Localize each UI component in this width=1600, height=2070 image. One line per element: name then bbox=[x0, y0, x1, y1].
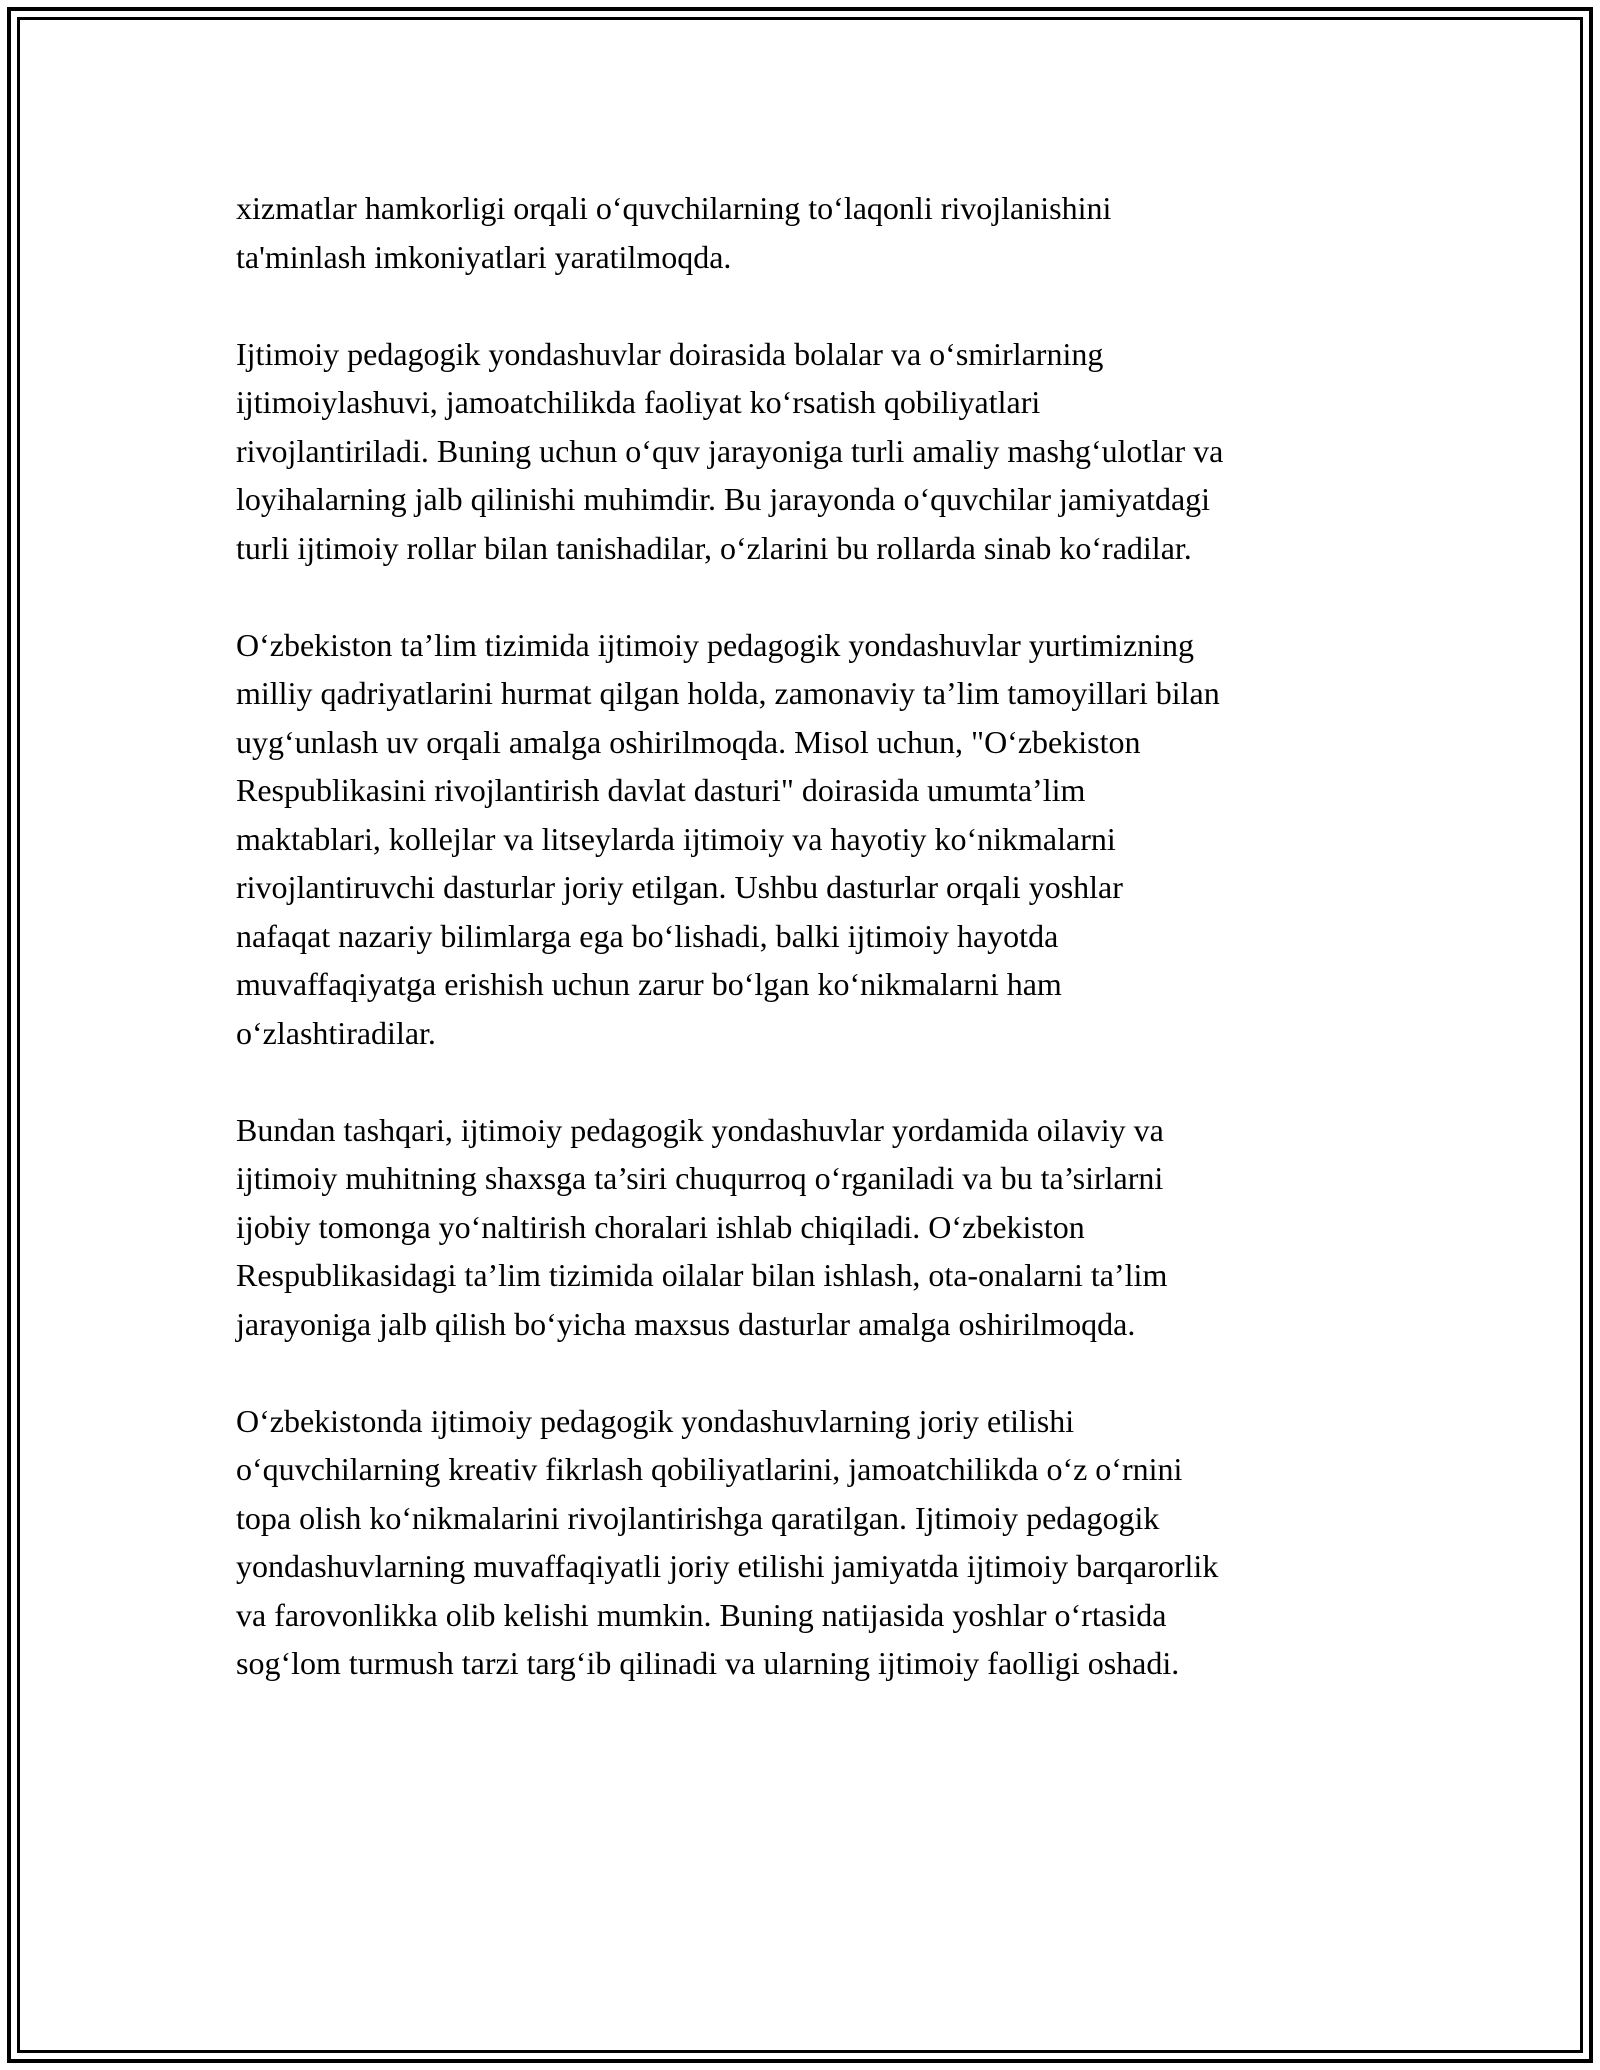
paragraph-4 bbox=[236, 1106, 1396, 1349]
text-line: Bundan tashqari, ijtimoiy pedagogik yondashuvlar yordamida oilaviy va bbox=[236, 1111, 1164, 1148]
text-line: Ijtimoiy pedagogik yondashuvlar doirasida bolalar va o‘smirlarning bbox=[236, 335, 1104, 372]
text-line: turli ijtimoiy rollar bilan tanishadilar, o‘zlarini bu rollarda sinab ko‘radilar. bbox=[236, 529, 1192, 566]
text-line: jarayoniga jalb qilish bo‘yicha maxsus dasturlar amalga oshirilmoqda. bbox=[236, 1305, 1136, 1342]
text-line: ijobiy tomonga yo‘naltirish choralari ishlab chiqiladi. O‘zbekiston bbox=[236, 1208, 1085, 1245]
text-line: ijtimoiy muhitning shaxsga ta’siri chuqurroq o‘rganiladi va bu ta’sirlarni bbox=[236, 1160, 1164, 1196]
text-line: ijtimoiylashuvi, jamoatchilikda faoliyat ko‘rsatish qobiliyatlari bbox=[236, 384, 1041, 420]
text-line: nafaqat nazariy bilimlarga ega bo‘lishadi, balki ijtimoiy hayotda bbox=[236, 917, 1059, 954]
text-line: milliy qadriyatlarini hurmat qilgan holda, zamonaviy ta’lim tamoyillari bilan bbox=[236, 675, 1220, 711]
paragraph-5 bbox=[236, 1397, 1396, 1688]
text-line: O‘zbekiston ta’lim tizimida ijtimoiy pedagogik yondashuvlar yurtimizning bbox=[236, 626, 1195, 663]
text-line: xizmatlar hamkorligi orqali o‘quvchilarning to‘laqonli rivojlanishini bbox=[236, 190, 1112, 226]
text-line: maktablari, kollejlar va litseylarda ijtimoiy va hayotiy ko‘nikmalarni bbox=[236, 820, 1116, 857]
text-line: topa olish ko‘nikmalarini rivojlantirishga qaratilgan. Ijtimoiy pedagogik bbox=[236, 1499, 1160, 1536]
text-line: ta'minlash imkoniyatlari yaratilmoqda. bbox=[236, 238, 732, 275]
paragraph-3 bbox=[236, 621, 1396, 1058]
text-line: yondashuvlarning muvaffaqiyatli joriy etilishi jamiyatda ijtimoiy barqarorlik bbox=[236, 1548, 1219, 1584]
text-line: o‘zlashtiradilar. bbox=[236, 1014, 436, 1051]
text-line: rivojlantiruvchi dasturlar joriy etilgan. Ushbu dasturlar orqali yoshlar bbox=[236, 869, 1123, 905]
text-line: muvaffaqiyatga erishish uchun zarur bo‘lgan ko‘nikmalarni ham bbox=[236, 966, 1062, 1002]
text-line: Respublikasidagi ta’lim tizimida oilalar bilan ishlash, ota-onalarni ta’lim bbox=[236, 1257, 1168, 1293]
paragraph-2 bbox=[236, 330, 1396, 573]
document-body bbox=[236, 184, 1396, 1688]
text-line: Respublikasini rivojlantirish davlat dasturi" doirasida umumta’lim bbox=[236, 772, 1086, 808]
text-line: rivojlantiriladi. Buning uchun o‘quv jarayoniga turli amaliy mashg‘ulotlar va bbox=[236, 432, 1224, 469]
text-line: O‘zbekistonda ijtimoiy pedagogik yondashuvlarning joriy etilishi bbox=[236, 1402, 1075, 1439]
text-line: va farovonlikka olib kelishi mumkin. Buning natijasida yoshlar o‘rtasida bbox=[236, 1596, 1167, 1633]
paragraph-1 bbox=[236, 184, 1396, 281]
text-line: sog‘lom turmush tarzi targ‘ib qilinadi va ularning ijtimoiy faolligi oshadi. bbox=[236, 1645, 1180, 1681]
text-line: loyihalarning jalb qilinishi muhimdir. Bu jarayonda o‘quvchilar jamiyatdagi bbox=[236, 481, 1211, 517]
text-line: uyg‘unlash uv orqali amalga oshirilmoqda. Misol uchun, "O‘zbekiston bbox=[236, 723, 1141, 760]
text-line: o‘quvchilarning kreativ fikrlash qobiliyatlarini, jamoatchilikda o‘z o‘rnini bbox=[236, 1451, 1183, 1487]
